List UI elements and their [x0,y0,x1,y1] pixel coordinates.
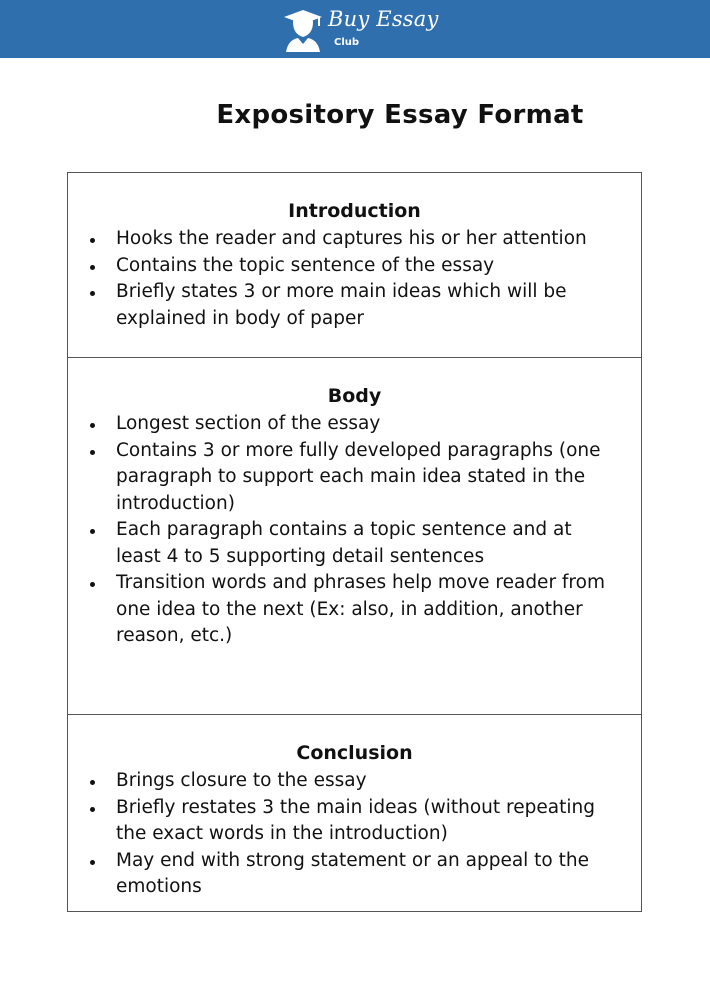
bullet-icon [90,238,95,243]
list-item [88,517,621,570]
list-item-text: Transition words and phrases help move reader from one idea to the next (Ex: also, in addition, another reason, etc.) [116,572,605,646]
section-heading-introduction: Introduction [288,200,421,222]
list-item [88,279,621,332]
list-item [88,411,621,438]
graduate-head-icon [280,4,326,54]
bullet-icon [90,265,95,270]
list-item [88,226,621,253]
essay-format-table [67,172,642,912]
bullet-icon [90,860,95,865]
list-item-text: Brings closure to the essay [116,770,367,791]
list-item-text: May end with strong statement or an appeal to the emotions [116,849,589,897]
list-item [88,253,621,280]
conclusion-list [88,768,621,901]
header-bar [0,0,710,58]
list-item-text: Hooks the reader and captures his or her attention [116,228,587,249]
brand-name: Buy Essay [328,7,439,31]
body-list [88,411,621,650]
bullet-icon [90,423,95,428]
page-title: Expository Essay Format [216,100,584,130]
list-item-text: Briefly states 3 or more main ideas which will be explained in body of paper [116,281,567,329]
list-item-text: Contains 3 or more fully developed paragraphs (one paragraph to support each main idea stated in the introduction) [116,439,601,514]
bullet-icon [90,582,95,587]
introduction-list [88,226,621,332]
section-heading-body: Body [327,385,382,407]
list-item-text: Briefly restates 3 the main ideas (without repeating the exact words in the introduction) [116,796,595,844]
bullet-icon [90,807,95,812]
bullet-icon [90,529,95,534]
list-item [88,848,621,901]
brand-logo[interactable] [280,4,440,54]
body-section [68,357,641,714]
introduction-section [68,173,641,357]
bullet-icon [90,291,95,296]
list-item [88,795,621,848]
list-item [88,570,621,650]
list-item [88,768,621,795]
list-item-text: Contains the topic sentence of the essay [116,254,495,276]
list-item-text: Longest section of the essay [116,413,381,434]
bullet-icon [90,450,95,455]
conclusion-section [68,714,641,911]
list-item-text: Each paragraph contains a topic sentence and at least 4 to 5 supporting detail sentences [116,519,572,567]
brand-subtitle: Club [334,37,360,48]
section-heading-conclusion: Conclusion [296,742,413,764]
bullet-icon [90,780,95,785]
list-item [88,438,621,518]
